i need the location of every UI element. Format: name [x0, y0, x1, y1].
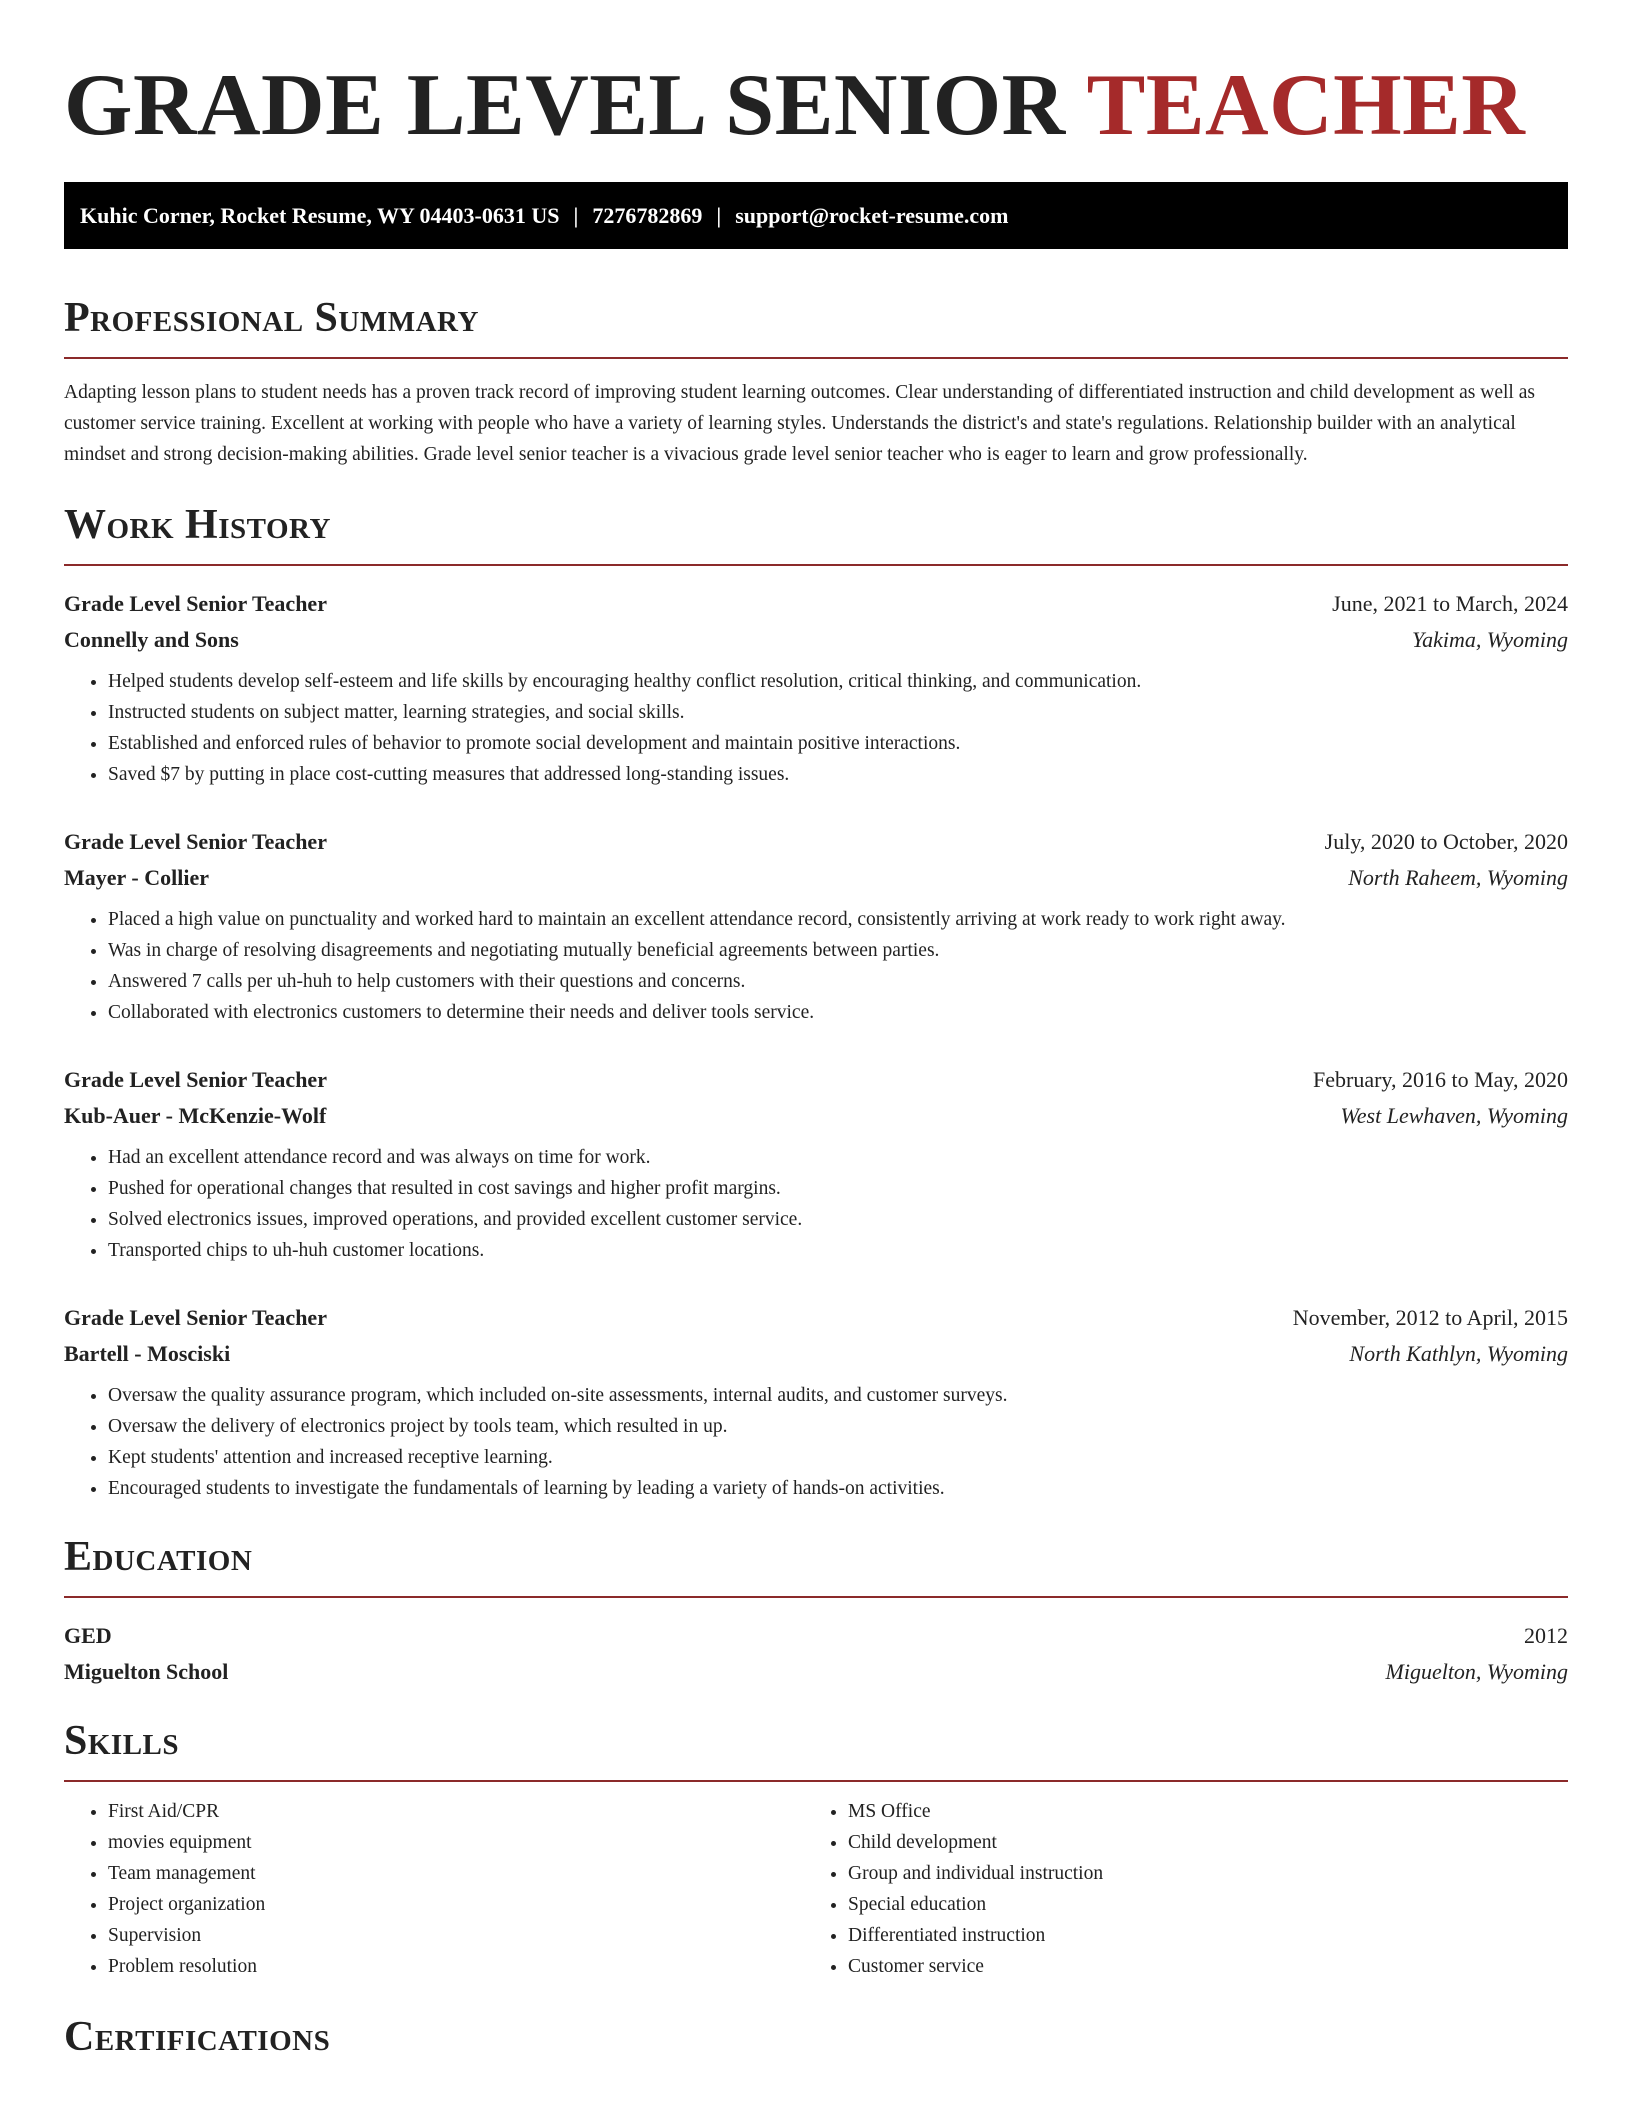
skills-list-left	[64, 1796, 804, 1982]
summary-heading: Professional Summary	[64, 295, 479, 341]
education-year: 2012	[1524, 1623, 1568, 1648]
contact-address: Kuhic Corner, Rocket Resume, WY 04403-0631 US	[80, 202, 560, 228]
job-location: West Lewhaven, Wyoming	[1340, 1103, 1568, 1128]
skills-grid	[64, 1796, 1568, 1982]
job-title: Grade Level Senior Teacher	[64, 1305, 327, 1330]
skills-heading: Skills	[64, 1718, 180, 1764]
section-divider	[64, 1596, 1568, 1598]
job-title: Grade Level Senior Teacher	[64, 829, 327, 854]
job-bullet: • Pushed for operational changes that resulted in cost savings and higher profit margins.	[108, 1173, 1568, 1204]
education-section	[64, 1536, 1568, 1690]
job-bullet: • Collaborated with electronics customers to determine their needs and deliver tools service.	[108, 997, 1568, 1028]
work-history-section	[64, 504, 1568, 1504]
job-bullets	[64, 666, 1568, 790]
section-divider	[64, 1780, 1568, 1782]
skill-item: • Differentiated instruction	[848, 1920, 1544, 1951]
job-title: Grade Level Senior Teacher	[64, 1067, 327, 1092]
skill-item: • Project organization	[108, 1889, 804, 1920]
job-entry	[64, 824, 1568, 1028]
job-entry	[64, 586, 1568, 790]
skill-item: • Group and individual instruction	[848, 1858, 1544, 1889]
job-bullet: • Instructed students on subject matter, learning strategies, and social skills.	[108, 697, 1568, 728]
skill-item: • Supervision	[108, 1920, 804, 1951]
skill-item: • First Aid/CPR	[108, 1796, 804, 1827]
job-bullet: • Was in charge of resolving disagreements and negotiating mutually beneficial agreements between parties.	[108, 935, 1568, 966]
skill-item: • Child development	[848, 1827, 1544, 1858]
skill-item: • movies equipment	[108, 1827, 804, 1858]
job-title: Grade Level Senior Teacher	[64, 591, 327, 616]
job-company: Connelly and Sons	[64, 627, 239, 652]
certifications-section	[64, 2016, 1568, 2058]
summary-section	[64, 297, 1568, 470]
education-entry	[64, 1618, 1568, 1690]
job-bullet: • Established and enforced rules of behavior to promote social development and maintain positive interactions.	[108, 728, 1568, 759]
job-bullet: • Had an excellent attendance record and was always on time for work.	[108, 1142, 1568, 1173]
job-bullet: • Oversaw the delivery of electronics project by tools team, which resulted in up.	[108, 1411, 1568, 1442]
skills-list-right	[804, 1796, 1544, 1982]
job-bullet: • Saved $7 by putting in place cost-cutting measures that addressed long-standing issues.	[108, 759, 1568, 790]
job-location: North Kathlyn, Wyoming	[1349, 1341, 1568, 1366]
education-location: Miguelton, Wyoming	[1385, 1659, 1568, 1684]
skill-item: • Special education	[848, 1889, 1544, 1920]
skills-section	[64, 1720, 1568, 1982]
job-dates: July, 2020 to October, 2020	[1324, 829, 1568, 854]
job-bullet: • Encouraged students to investigate the fundamentals of learning by leading a variety of hands-on activities.	[108, 1473, 1568, 1504]
job-bullets	[64, 1142, 1568, 1266]
job-location: Yakima, Wyoming	[1411, 627, 1568, 652]
education-degree: GED	[64, 1623, 112, 1648]
section-divider	[64, 357, 1568, 359]
job-location: North Raheem, Wyoming	[1348, 865, 1568, 890]
name-accent: TEACHER	[1086, 57, 1526, 154]
contact-bar	[64, 182, 1568, 249]
job-company: Kub-Auer - McKenzie-Wolf	[64, 1103, 327, 1128]
job-company: Bartell - Mosciski	[64, 1341, 231, 1366]
job-entry	[64, 1062, 1568, 1266]
work-history-heading: Work History	[64, 502, 331, 548]
job-bullet: • Transported chips to uh-huh customer locations.	[108, 1235, 1568, 1266]
name-main: GRADE LEVEL SENIOR	[64, 57, 1066, 154]
job-dates: February, 2016 to May, 2020	[1313, 1067, 1568, 1092]
job-bullet: • Answered 7 calls per uh-huh to help customers with their questions and concerns.	[108, 966, 1568, 997]
job-bullet: • Solved electronics issues, improved operations, and provided excellent customer service.	[108, 1204, 1568, 1235]
job-company: Mayer - Collier	[64, 865, 209, 890]
contact-email: support@rocket-resume.com	[735, 202, 1009, 228]
section-divider	[64, 564, 1568, 566]
job-bullet: • Placed a high value on punctuality and worked hard to maintain an excellent attendance record, consistently arriving at work ready to work right away.	[108, 904, 1568, 935]
contact-separator: |	[573, 202, 579, 228]
skill-item: • MS Office	[848, 1796, 1544, 1827]
summary-text: Adapting lesson plans to student needs has a proven track record of improving student learning outcomes. Clear understanding of differentiated instruction and child development as well as customer service training. Excellent at working with people who have a variety of learning styles. Understands the district's and state's regulations. Relationship builder with an analytical mindset and strong decision-making abilities. Grade level senior teacher is a vivacious grade level senior teacher who is eager to learn and grow professionally.	[64, 382, 1535, 465]
skill-item: • Problem resolution	[108, 1951, 804, 1982]
certifications-heading: Certifications	[64, 2014, 331, 2060]
resume-name	[64, 57, 1568, 154]
skill-item: • Customer service	[848, 1951, 1544, 1982]
skill-item: • Team management	[108, 1858, 804, 1889]
job-bullets	[64, 904, 1568, 1028]
contact-separator: |	[716, 202, 722, 228]
job-dates: June, 2021 to March, 2024	[1332, 591, 1568, 616]
job-bullet: • Oversaw the quality assurance program, which included on-site assessments, internal audits, and customer surveys.	[108, 1380, 1568, 1411]
job-bullets	[64, 1380, 1568, 1504]
job-bullet: • Kept students' attention and increased receptive learning.	[108, 1442, 1568, 1473]
education-school: Miguelton School	[64, 1659, 229, 1684]
job-entry	[64, 1300, 1568, 1504]
education-heading: Education	[64, 1534, 253, 1580]
contact-phone: 7276782869	[592, 202, 703, 228]
job-bullet: • Helped students develop self-esteem and life skills by encouraging healthy conflict resolution, critical thinking, and communication.	[108, 666, 1568, 697]
job-dates: November, 2012 to April, 2015	[1292, 1305, 1568, 1330]
